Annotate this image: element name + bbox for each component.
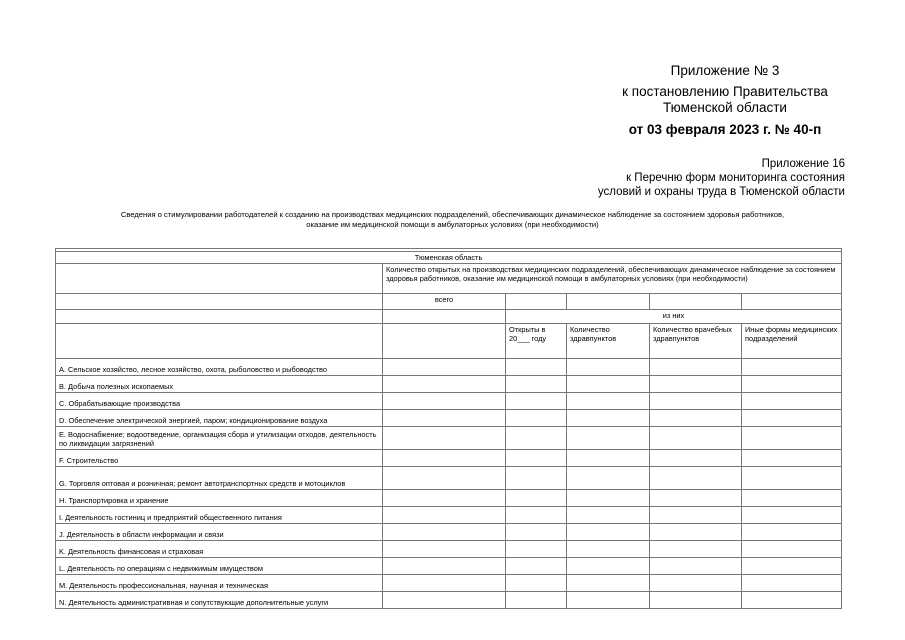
subcolumn-medical-health-posts: Количество врачебных здравпунктов: [650, 324, 742, 359]
input-cell-opened[interactable]: [506, 592, 567, 609]
region-header: Тюменская область: [56, 252, 842, 264]
header-blank-cell: [650, 294, 742, 310]
input-cell-other[interactable]: [742, 410, 842, 427]
table-row: [56, 376, 842, 393]
subcolumn-opened-in-year: Открыты в 20___ году: [506, 324, 567, 359]
input-cell-health-posts[interactable]: [567, 592, 650, 609]
input-cell-medical-posts[interactable]: [650, 393, 742, 410]
industry-label: C. Обрабатывающие производства: [56, 393, 383, 410]
industry-label: A. Сельское хозяйство, лесное хозяйство, охота, рыболовство и рыбоводство: [56, 359, 383, 376]
input-cell-other[interactable]: [742, 507, 842, 524]
input-cell-other[interactable]: [742, 541, 842, 558]
industry-label: N. Деятельность административная и сопутствующие дополнительные услуги: [56, 592, 383, 609]
input-cell-other[interactable]: [742, 592, 842, 609]
input-cell-medical-posts[interactable]: [650, 467, 742, 490]
form-caption: [60, 210, 845, 230]
header-blank-cell: [742, 294, 842, 310]
table-row: [56, 592, 842, 609]
header-blank-cell: [567, 294, 650, 310]
table-row: [56, 359, 842, 376]
table-row: [56, 410, 842, 427]
input-cell-health-posts[interactable]: [567, 450, 650, 467]
input-cell-total[interactable]: [383, 592, 506, 609]
table-row: [56, 427, 842, 450]
industry-label: B. Добыча полезных ископаемых: [56, 376, 383, 393]
input-cell-other[interactable]: [742, 467, 842, 490]
input-cell-opened[interactable]: [506, 410, 567, 427]
input-cell-health-posts[interactable]: [567, 376, 650, 393]
input-cell-health-posts[interactable]: [567, 467, 650, 490]
total-column-header: всего: [383, 294, 506, 310]
input-cell-other[interactable]: [742, 393, 842, 410]
appendix-16-block: [515, 157, 845, 199]
input-cell-opened[interactable]: [506, 359, 567, 376]
input-cell-opened[interactable]: [506, 490, 567, 507]
input-cell-opened[interactable]: [506, 558, 567, 575]
input-cell-opened[interactable]: [506, 541, 567, 558]
industry-label: F. Строительство: [56, 450, 383, 467]
input-cell-medical-posts[interactable]: [650, 507, 742, 524]
input-cell-medical-posts[interactable]: [650, 376, 742, 393]
appendix-16-line-2: к Перечню форм мониторинга состояния: [626, 172, 845, 184]
input-cell-health-posts[interactable]: [567, 410, 650, 427]
input-cell-medical-posts[interactable]: [650, 592, 742, 609]
input-cell-opened[interactable]: [506, 467, 567, 490]
input-cell-opened[interactable]: [506, 507, 567, 524]
table-row: [56, 558, 842, 575]
industry-label: J. Деятельность в области информации и связи: [56, 524, 383, 541]
industry-label: K. Деятельность финансовая и страховая: [56, 541, 383, 558]
of-which-header: из них: [506, 310, 842, 324]
header-blank-cell: [56, 324, 383, 359]
resolution-reference: [560, 84, 890, 116]
caption-line-1: Сведения о стимулировании работодателей к созданию на производствах медицинских подразделений, обеспечивающих динамическое наблюдение за состоянием здоровья работников,: [120, 210, 785, 219]
industry-label: M. Деятельность профессиональная, научная и техническая: [56, 575, 383, 592]
input-cell-medical-posts[interactable]: [650, 490, 742, 507]
input-cell-medical-posts[interactable]: [650, 427, 742, 450]
input-cell-opened[interactable]: [506, 524, 567, 541]
input-cell-medical-posts[interactable]: [650, 524, 742, 541]
table-row: [56, 450, 842, 467]
input-cell-medical-posts[interactable]: [650, 410, 742, 427]
input-cell-total[interactable]: [383, 575, 506, 592]
input-cell-health-posts[interactable]: [567, 541, 650, 558]
input-cell-opened[interactable]: [506, 450, 567, 467]
input-cell-health-posts[interactable]: [567, 558, 650, 575]
input-cell-health-posts[interactable]: [567, 524, 650, 541]
industry-label: H. Транспортировка и хранение: [56, 490, 383, 507]
industry-label: E. Водоснабжение; водоотведение, организация сбора и утилизации отходов, деятельность по ликвидации загрязнений: [56, 427, 383, 450]
input-cell-health-posts[interactable]: [567, 427, 650, 450]
resolution-line-1: к постановлению Правительства: [622, 84, 828, 99]
input-cell-total[interactable]: [383, 359, 506, 376]
input-cell-total[interactable]: [383, 524, 506, 541]
industry-label: I. Деятельность гостиниц и предприятий общественного питания: [56, 507, 383, 524]
input-cell-other[interactable]: [742, 575, 842, 592]
input-cell-health-posts[interactable]: [567, 393, 650, 410]
input-cell-medical-posts[interactable]: [650, 575, 742, 592]
input-cell-other[interactable]: [742, 558, 842, 575]
input-cell-health-posts[interactable]: [567, 359, 650, 376]
table-row: [56, 541, 842, 558]
input-cell-medical-posts[interactable]: [650, 359, 742, 376]
table-row: [56, 490, 842, 507]
appendix-title: Приложение № 3: [670, 63, 780, 78]
table-row: [56, 467, 842, 490]
indicator-description: Количество открытых на производствах медицинских подразделений, обеспечивающих динамическое наблюдение за состоянием здоровья работников, оказание им медицинской помощи в амбулаторных условиях (при необходимости): [383, 264, 842, 294]
input-cell-health-posts[interactable]: [567, 507, 650, 524]
subcolumn-health-posts: Количество здравпунктов: [567, 324, 650, 359]
resolution-line-2: Тюменской области: [663, 100, 787, 115]
input-cell-health-posts[interactable]: [567, 575, 650, 592]
industry-label: D. Обеспечение электрической энергией, паром; кондиционирование воздуха: [56, 410, 383, 427]
table-row: [56, 393, 842, 410]
header-blank-cell: [56, 264, 383, 294]
header-blank-cell: [383, 324, 506, 359]
input-cell-total[interactable]: [383, 376, 506, 393]
appendix-16-line-1: Приложение 16: [761, 158, 845, 170]
input-cell-total[interactable]: [383, 541, 506, 558]
input-cell-opened[interactable]: [506, 393, 567, 410]
input-cell-total[interactable]: [383, 410, 506, 427]
input-cell-medical-posts[interactable]: [650, 558, 742, 575]
input-cell-total[interactable]: [383, 490, 506, 507]
industry-label: G. Торговля оптовая и розничная; ремонт автотранспортных средств и мотоциклов: [56, 467, 383, 490]
input-cell-medical-posts[interactable]: [650, 541, 742, 558]
input-cell-medical-posts[interactable]: [650, 450, 742, 467]
header-blank-cell: [56, 294, 383, 310]
industry-label: L. Деятельность по операциям с недвижимым имуществом: [56, 558, 383, 575]
input-cell-other[interactable]: [742, 524, 842, 541]
header-blank-cell: [506, 294, 567, 310]
input-cell-total[interactable]: [383, 393, 506, 410]
input-cell-total[interactable]: [383, 467, 506, 490]
header-blank-cell: [56, 310, 383, 324]
input-cell-opened[interactable]: [506, 575, 567, 592]
subcolumn-other-medical-units: Иные формы медицинских подразделений: [742, 324, 842, 359]
input-cell-other[interactable]: [742, 450, 842, 467]
monitoring-form-table: [55, 248, 842, 609]
input-cell-other[interactable]: [742, 427, 842, 450]
input-cell-opened[interactable]: [506, 376, 567, 393]
input-cell-total[interactable]: [383, 427, 506, 450]
input-cell-health-posts[interactable]: [567, 490, 650, 507]
table-row: [56, 575, 842, 592]
input-cell-total[interactable]: [383, 507, 506, 524]
input-cell-opened[interactable]: [506, 427, 567, 450]
caption-line-2: оказание им медицинской помощи в амбулаторных условиях (при необходимости): [306, 220, 599, 229]
input-cell-total[interactable]: [383, 450, 506, 467]
table-row: [56, 524, 842, 541]
input-cell-total[interactable]: [383, 558, 506, 575]
header-blank-cell: [383, 310, 506, 324]
resolution-date: от 03 февраля 2023 г. № 40-п: [628, 122, 822, 137]
input-cell-other[interactable]: [742, 376, 842, 393]
input-cell-other[interactable]: [742, 490, 842, 507]
input-cell-other[interactable]: [742, 359, 842, 376]
appendix-16-line-3: условий и охраны труда в Тюменской области: [597, 186, 845, 198]
table-row: [56, 507, 842, 524]
